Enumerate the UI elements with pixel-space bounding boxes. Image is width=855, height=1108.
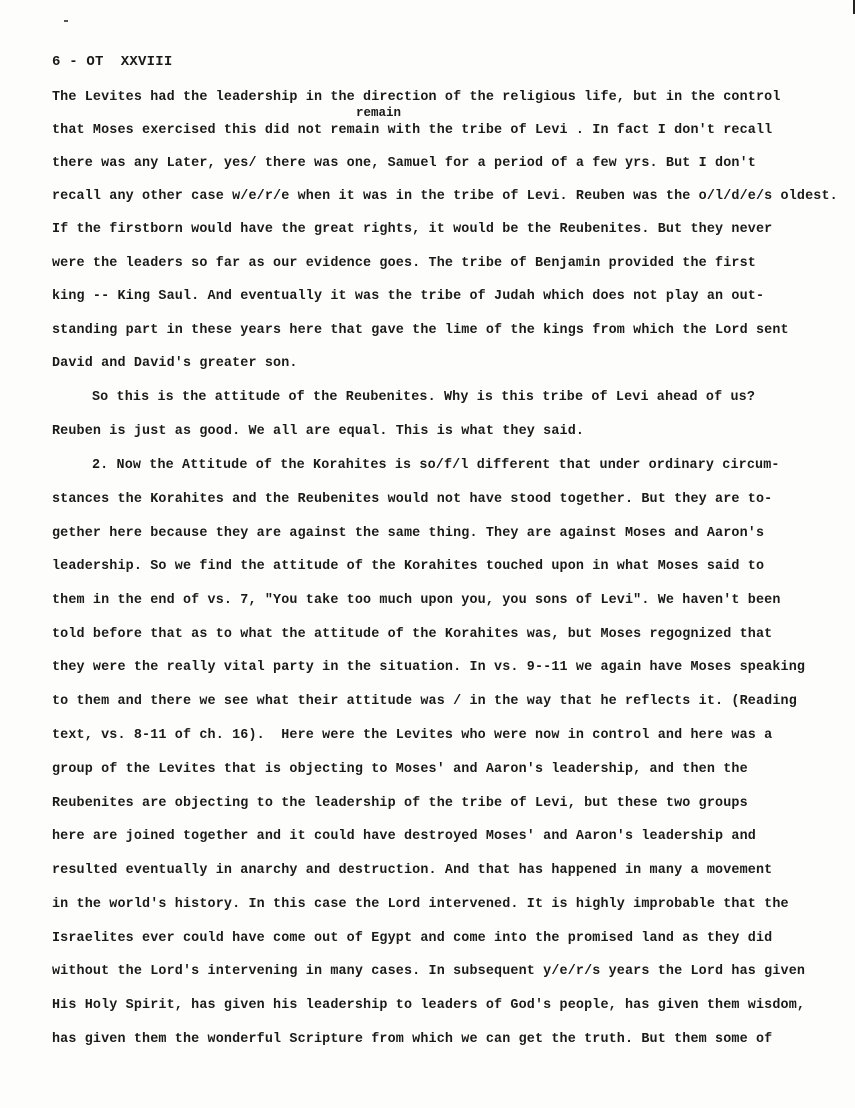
handwritten-insert: remain (356, 106, 402, 120)
text-line: His Holy Spirit, has given his leadership to leaders of God's people, has given them wisdom, (52, 998, 806, 1013)
text-line: they were the really vital party in the situation. In vs. 9--11 we again have Moses speaking (52, 660, 806, 675)
text-line: were the leaders so far as our evidence goes. The tribe of Benjamin provided the first (52, 256, 756, 271)
text-line: told before that as to what the attitude of the Korahites was, but Moses regognized that (52, 627, 773, 642)
text-line: recall any other case w/e/r/e when it was in the tribe of Levi. Reuben was the o/l/d/e/s oldest. (52, 189, 838, 204)
text-line: So this is the attitude of the Reubenites. Why is this tribe of Levi ahead of us? (92, 390, 756, 405)
text-line: there was any Later, yes/ there was one, Samuel for a period of a few yrs. But I don't (52, 156, 756, 171)
text-line: Reubenites are objecting to the leadership of the tribe of Levi, but these two groups (52, 796, 748, 811)
text-line: resulted eventually in anarchy and destruction. And that has happened in many a movement (52, 863, 773, 878)
text-line: here are joined together and it could have destroyed Moses' and Aaron's leadership and (52, 829, 756, 844)
text-line: king -- King Saul. And eventually it was the tribe of Judah which does not play an out- (52, 289, 765, 304)
stray-mark (64, 20, 68, 22)
page-header: 6 - OT XXVIII (52, 54, 173, 70)
text-line: 2. Now the Attitude of the Korahites is so/f/l different that under ordinary circum- (92, 458, 780, 473)
text-line: leadership. So we find the attitude of the Korahites touched upon in what Moses said to (52, 559, 765, 574)
text-line: them in the end of vs. 7, "You take too much upon you, you sons of Levi". We haven't been (52, 593, 781, 608)
text-line: David and David's greater son. (52, 356, 298, 371)
text-line: that Moses exercised this did not remain with the tribe of Levi . In fact I don't recall (52, 123, 773, 138)
text-line: to them and there we see what their attitude was / in the way that he reflects it. (Reading (52, 694, 797, 709)
text-line: Reuben is just as good. We all are equal. This is what they said. (52, 424, 585, 439)
text-line: stances the Korahites and the Reubenites would not have stood together. But they are to- (52, 492, 773, 507)
text-line: in the world's history. In this case the Lord intervened. It is highly improbable that the (52, 897, 789, 912)
text-line: If the firstborn would have the great rights, it would be the Reubenites. But they never (52, 222, 773, 237)
text-line: The Levites had the leadership in the direction of the religious life, but in the control (52, 90, 781, 105)
text-line: Israelites ever could have come out of Egypt and come into the promised land as they did (52, 931, 773, 946)
text-line: gether here because they are against the same thing. They are against Moses and Aaron's (52, 526, 765, 541)
text-line: has given them the wonderful Scripture from which we can get the truth. But them some of (52, 1032, 773, 1047)
text-line: group of the Levites that is objecting to Moses' and Aaron's leadership, and then the (52, 762, 748, 777)
text-line: standing part in these years here that gave the lime of the kings from which the Lord sent (52, 323, 789, 338)
text-line: without the Lord's intervening in many cases. In subsequent y/e/r/s years the Lord has given (52, 964, 806, 979)
text-line: text, vs. 8-11 of ch. 16). Here were the Levites who were now in control and here was a (52, 728, 773, 743)
